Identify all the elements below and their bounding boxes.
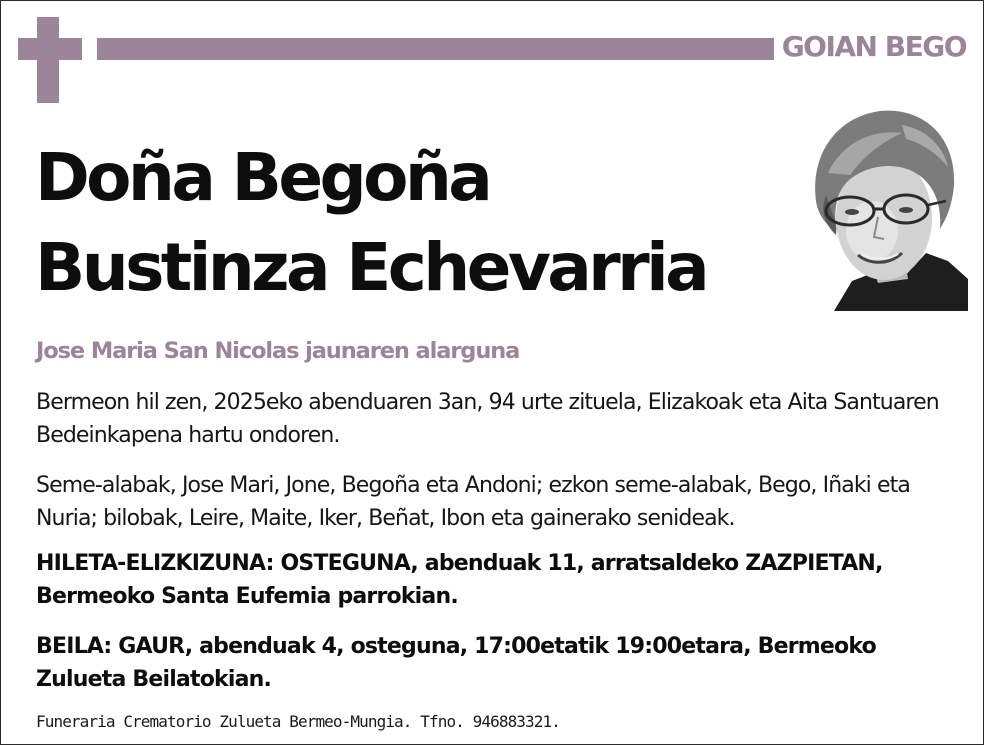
name-line-1: Doña Begoña [35,139,490,216]
death-notice-text: Bermeon hil zen, 2025eko abenduaren 3an, 94 urte zituela, Elizakoak eta Aita Santuaren Bedeinkapena hartu ondoren. [36,390,939,448]
deceased-name [35,133,795,313]
cross-vertical-beam [37,17,59,103]
portrait-photo [806,103,968,311]
spouse-subtitle: Jose Maria San Nicolas jaunaren alarguna [36,338,520,364]
header-bar [97,38,774,60]
name-line-2: Bustinza Echevarria [35,229,707,306]
funeral-home-footer: Funeraria Crematorio Zulueta Bermeo-Mungia. Tfno. 946883321. [36,712,560,731]
cross-horizontal-beam [18,38,82,60]
family-text: Seme-alabak, Jose Mari, Jone, Begoña eta Andoni; ezkon seme-alabak, Bego, Iñaki eta Nuria; bilobak, Leire, Maite, Iker, Beñat, Ibon eta gainerako senideak. [36,473,910,531]
latin-cross-icon [18,17,82,103]
funeral-text: HILETA-ELIZKIZUNA: OSTEGUNA, abenduak 11, arratsaldeko ZAZPIETAN, Bermeoko Santa Eufemia parrokian. [36,551,883,609]
wake-text: BEILA: GAUR, abenduak 4, osteguna, 17:00etatik 19:00etara, Bermeoko Zulueta Beilatokian. [36,634,876,692]
section-label: GOIAN BEGO [781,30,966,63]
